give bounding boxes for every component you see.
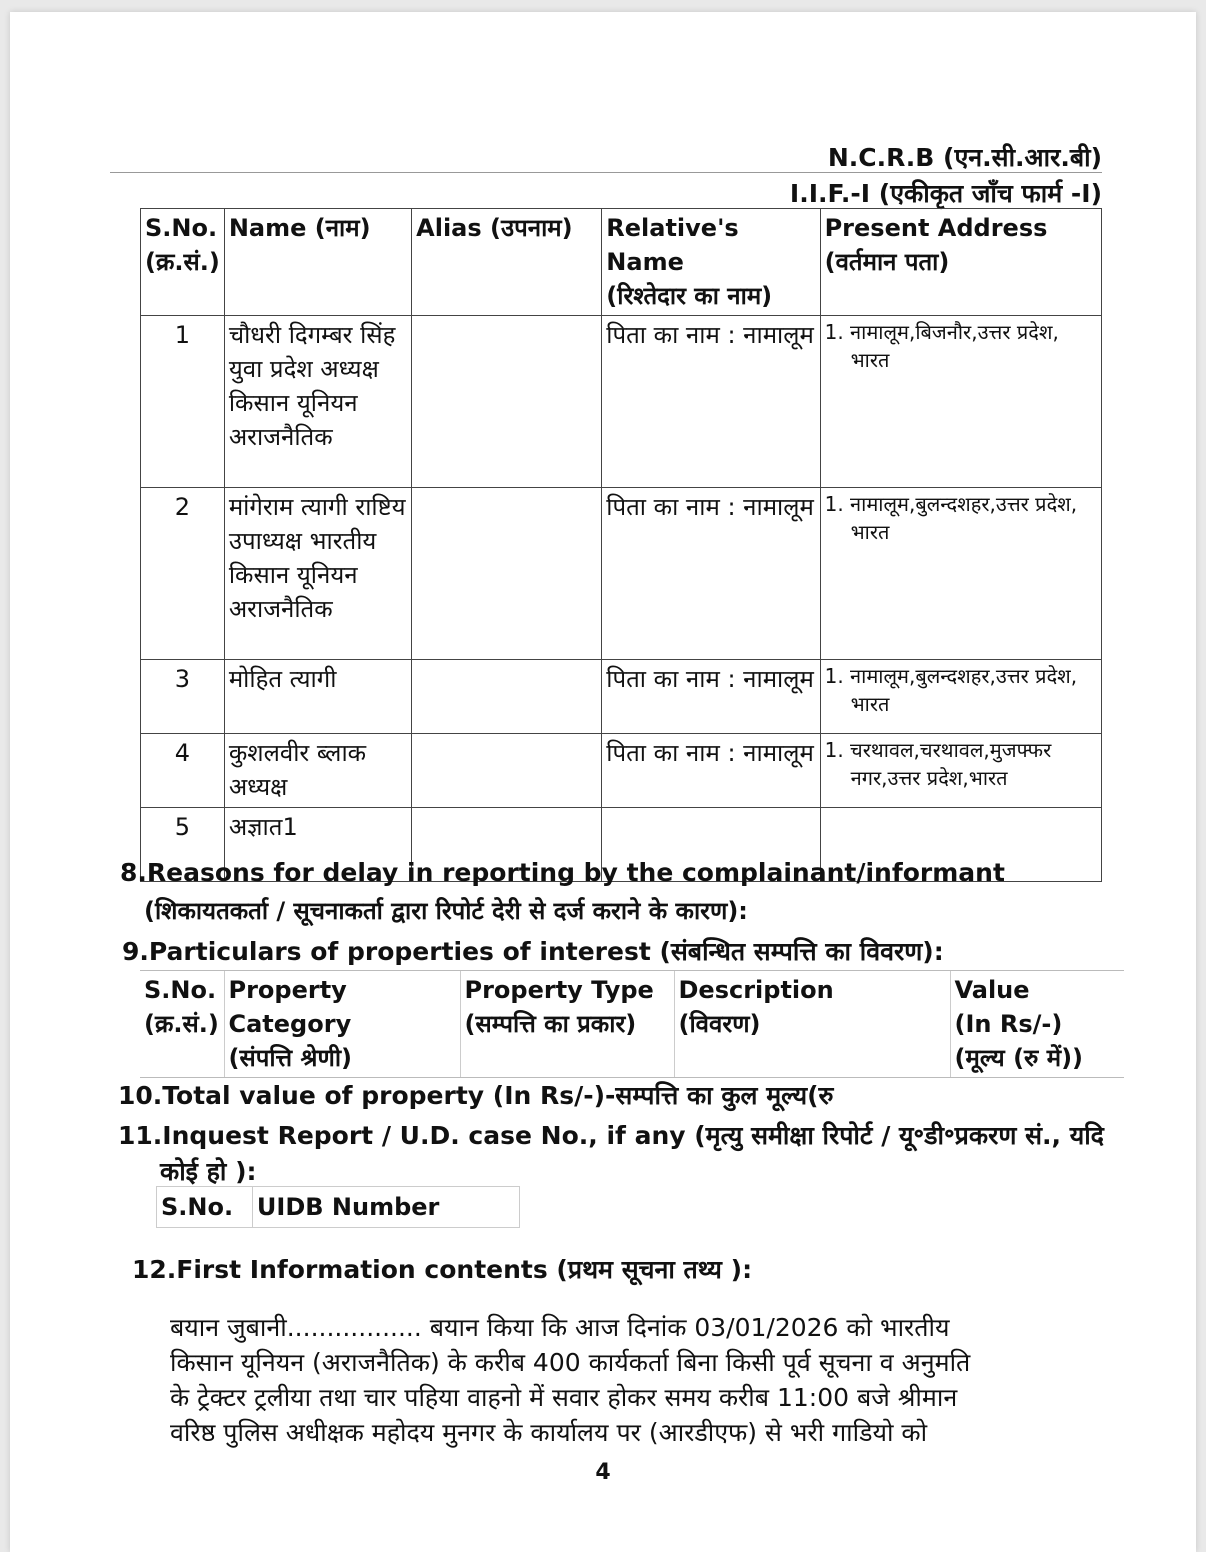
content-line: के ट्रेक्टर ट्रलीया तथा चार पहिया वाहनो में सवार होकर समय करीब 11:00 बजे श्रीमान <box>170 1383 958 1412</box>
cell-alias <box>412 488 602 660</box>
col-sno: S.No. (क्र.सं.) <box>141 209 225 316</box>
cell-address: 1. नामालूम,बुलन्दशहर,उत्तर प्रदेश, भारत <box>820 488 1101 660</box>
table-row <box>141 734 1102 808</box>
cell-name: मोहित त्यागी <box>224 660 411 734</box>
document-page <box>10 12 1196 1552</box>
section-8-subtitle: (शिकायतकर्ता / सूचनाकर्ता द्वारा रिपोर्ट देरी से दर्ज कराने के कारण): <box>144 897 748 925</box>
ncrb-header: N.C.R.B (एन.सी.आर.बी) <box>827 143 1102 172</box>
accused-table <box>140 208 1102 882</box>
content-line: बयान जुबानी................. बयान किया कि आज दिनांक 03/01/2026 को भारतीय <box>170 1313 950 1342</box>
content-line: किसान यूनियन (अराजनैतिक) के करीब 400 कार्यकर्ता बिना किसी पूर्व सूचना व अनुमति <box>170 1348 971 1377</box>
cell-relative: पिता का नाम : नामालूम <box>602 734 820 808</box>
section-10-title: 10.Total value of property (In Rs/-)-सम्पत्ति का कुल मूल्य(रु <box>118 1081 834 1110</box>
section-8-title: 8.Reasons for delay in reporting by the complainant/informant <box>120 858 1005 887</box>
accused-table-header <box>141 209 1102 316</box>
cell-alias <box>412 660 602 734</box>
section-9-title: 9.Particulars of properties of interest (संबन्धित सम्पत्ति का विवरण): <box>122 937 944 966</box>
section-12-title: 12.First Information contents (प्रथम सूचना तथ्य ): <box>132 1255 753 1284</box>
col-sno: S.No. (क्र.सं.) <box>140 971 224 1078</box>
cell-relative: पिता का नाम : नामालूम <box>602 488 820 660</box>
content-line: वरिष्ठ पुलिस अधीक्षक महोदय मुनगर के कार्यालय पर (आरडीएफ) से भरी गाडियो को <box>170 1418 928 1447</box>
form-title: I.I.F.-I (एकीकृत जाँच फार्म -I) <box>789 179 1102 208</box>
col-name: Name (नाम) <box>224 209 411 316</box>
uidb-table <box>156 1186 520 1228</box>
cell-alias <box>412 316 602 488</box>
cell-sno: 3 <box>141 660 225 734</box>
col-uidb-number: UIDB Number <box>252 1187 519 1228</box>
cell-address: 1. नामालूम,बिजनौर,उत्तर प्रदेश, भारत <box>820 316 1101 488</box>
first-information-content <box>170 1310 1050 1450</box>
cell-sno: 5 <box>141 808 225 882</box>
cell-alias <box>412 734 602 808</box>
cell-sno: 4 <box>141 734 225 808</box>
col-type: Property Type (सम्पत्ति का प्रकार) <box>460 971 674 1078</box>
cell-relative: पिता का नाम : नामालूम <box>602 660 820 734</box>
col-description: Description (विवरण) <box>674 971 950 1078</box>
section-11-title: 11.Inquest Report / U.D. case No., if any (मृत्यु समीक्षा रिपोर्ट / यू॰डी॰प्रकरण सं., यदि <box>118 1121 1104 1150</box>
cell-address: 1. नामालूम,बुलन्दशहर,उत्तर प्रदेश, भारत <box>820 660 1101 734</box>
property-table <box>140 970 1124 1078</box>
section-11-title-cont: कोई हो ): <box>160 1157 257 1186</box>
uidb-table-header <box>157 1187 520 1228</box>
table-row <box>141 660 1102 734</box>
col-value: Value (In Rs/-) (मूल्य (रु में)) <box>950 971 1124 1078</box>
cell-sno: 2 <box>141 488 225 660</box>
cell-name: मांगेराम त्यागी राष्टिय उपाध्यक्ष भारतीय किसान यूनियन अराजनैतिक <box>224 488 411 660</box>
col-relative: Relative's Name (रिश्तेदार का नाम) <box>602 209 820 316</box>
cell-sno: 1 <box>141 316 225 488</box>
col-address: Present Address (वर्तमान पता) <box>820 209 1101 316</box>
table-row <box>141 316 1102 488</box>
col-category: Property Category (संपत्ति श्रेणी) <box>224 971 460 1078</box>
col-alias: Alias (उपनाम) <box>412 209 602 316</box>
col-sno: S.No. <box>157 1187 253 1228</box>
cell-name: चौधरी दिगम्बर सिंह युवा प्रदेश अध्यक्ष किसान यूनियन अराजनैतिक <box>224 316 411 488</box>
header-divider <box>110 172 1102 173</box>
cell-relative: पिता का नाम : नामालूम <box>602 316 820 488</box>
table-row <box>141 488 1102 660</box>
property-table-header <box>140 971 1124 1078</box>
cell-name: अज्ञात1 <box>224 808 411 882</box>
page-number: 4 <box>595 1460 611 1485</box>
cell-name: कुशलवीर ब्लाक अध्यक्ष <box>224 734 411 808</box>
cell-address: 1. चरथावल,चरथावल,मुजफ्फर नगर,उत्तर प्रदेश,भारत <box>820 734 1101 808</box>
